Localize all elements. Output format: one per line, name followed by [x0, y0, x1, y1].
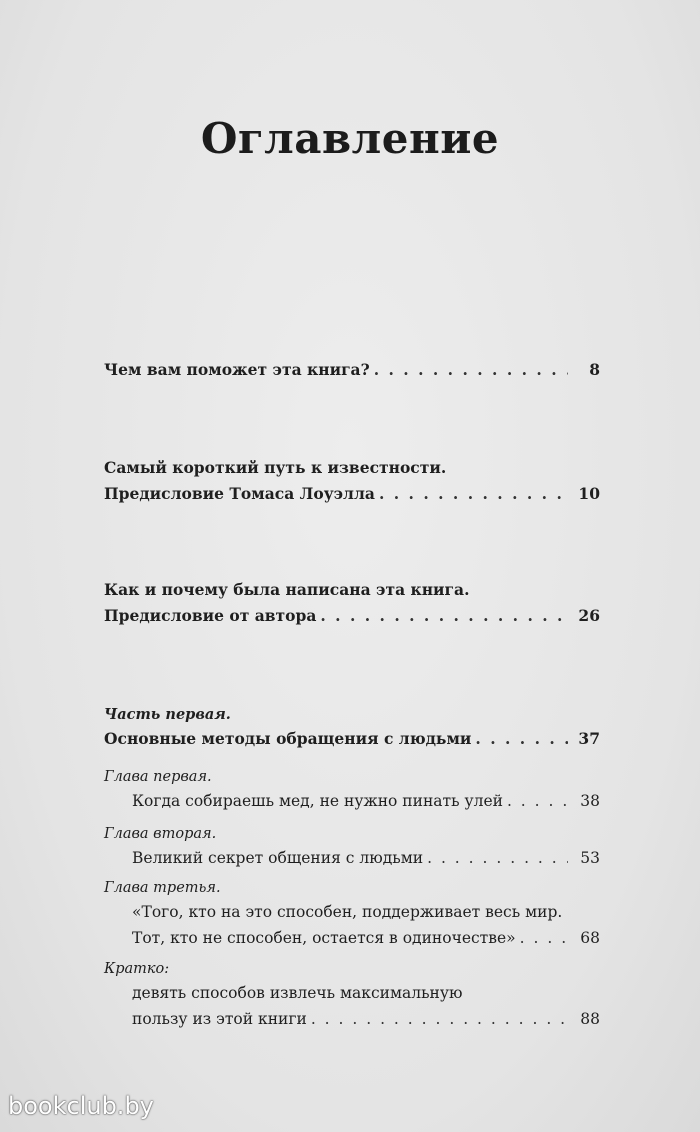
leader-dots	[379, 481, 568, 507]
toc-page-number: 68	[580, 929, 600, 947]
toc-entry-title-cont: Предисловие Томаса Лоуэлла	[104, 484, 375, 503]
part-label: Часть первая.	[104, 706, 231, 723]
toc-page-number: 53	[580, 849, 600, 867]
toc-entry	[104, 357, 600, 383]
toc-entry-title: Великий секрет общения с людьми	[132, 849, 424, 867]
leader-dots	[475, 726, 568, 752]
toc-page-number: 37	[578, 729, 600, 748]
toc-entry-title: девять способов извлечь максимальную	[132, 984, 463, 1002]
summary-label: Кратко:	[104, 961, 170, 977]
toc-page-number: 88	[580, 1010, 600, 1028]
toc-chapter	[104, 877, 600, 951]
toc-page-number: 8	[589, 360, 600, 379]
leader-dots	[520, 925, 568, 951]
leader-dots	[311, 1006, 568, 1032]
chapter-label: Глава третья.	[104, 880, 221, 896]
toc-entry	[104, 455, 600, 507]
toc-entry-title: «Того, кто на это способен, поддерживает весь мир.	[132, 903, 563, 921]
toc-entry-title-cont: Тот, кто не способен, остается в одиночестве»	[132, 929, 516, 947]
page-title: Оглавление	[200, 114, 500, 163]
toc-page-number: 38	[580, 792, 600, 810]
toc-entry-title: Чем вам поможет эта книга?	[104, 360, 370, 379]
toc-page-number: 26	[578, 606, 600, 625]
toc-entry	[104, 577, 600, 629]
leader-dots	[374, 357, 568, 383]
toc-entry-title-cont: Предисловие от автора	[104, 606, 317, 625]
leader-dots	[507, 788, 568, 814]
toc-entry-title: Основные методы обращения с людьми	[104, 729, 472, 748]
toc-part	[104, 704, 600, 752]
toc-summary	[104, 958, 600, 1032]
toc-entry-title-cont: пользу из этой книги	[132, 1010, 307, 1028]
watermark: bookclub.by	[8, 1092, 154, 1120]
leader-dots	[427, 845, 568, 871]
chapter-label: Глава вторая.	[104, 826, 217, 842]
toc-entry-title: Когда собираешь мед, не нужно пинать улей	[132, 792, 503, 810]
toc-page-number: 10	[578, 484, 600, 503]
toc-chapter	[104, 823, 600, 871]
toc-entry-title: Как и почему была написана эта книга.	[104, 580, 470, 599]
leader-dots	[320, 603, 568, 629]
chapter-label: Глава первая.	[104, 769, 212, 785]
toc-chapter	[104, 766, 600, 814]
toc-entry-title: Самый короткий путь к известности.	[104, 458, 447, 477]
